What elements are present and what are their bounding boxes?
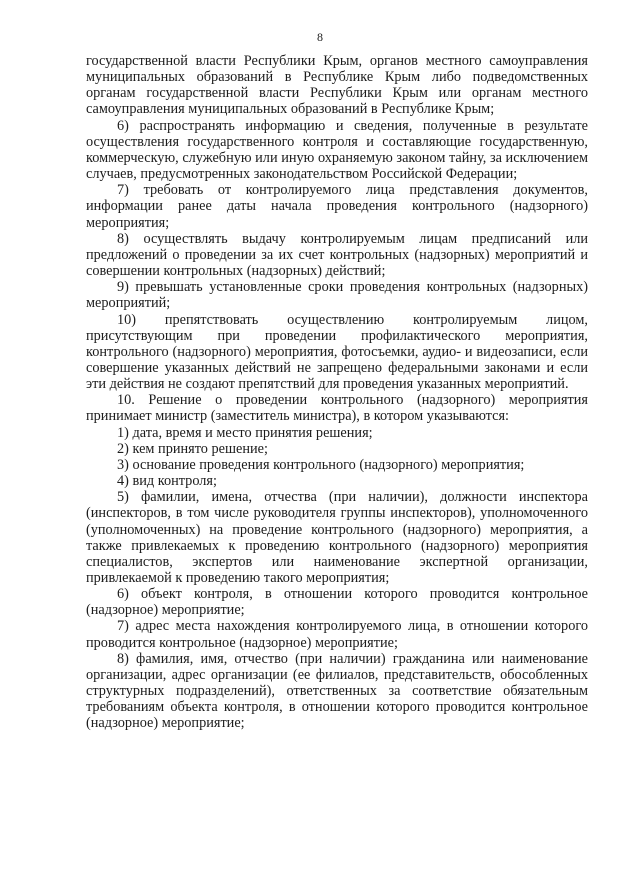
decision-item-2: 2) кем принято решение;: [117, 440, 268, 457]
decision-item-5: 5) фамилии, имена, отчества (при наличии), должности инспектора (инспекторов, в том числе руководителя группы инспекторов), уполномоченного (уполномоченных) на проведение контрольного (надзорного) мероприятия, а также привлекаемых к проведению контрольного (надзорного) мероприятия специалистов, экспертов или наименование экспертной организации, привлекаемой к проведению такого мероприятия;: [86, 489, 588, 586]
list-item-10: 10) препятствовать осуществлению контролируемым лицом, присутствующим при проведении профилактического мероприятия, контрольного (надзорного) мероприятия, фотосъемки, аудио- и видеозаписи, если совершение указанных действий не запрещено федеральными законами и если эти действия не создают препятствий для проведения указанных мероприятий.: [86, 311, 588, 393]
list-item-8: 8) осуществлять выдачу контролируемым лицам предписаний или предложений о проведении за их счет контрольных (надзорных) мероприятий и совершении контрольных (надзорных) действий;: [86, 230, 588, 280]
decision-item-3: 3) основание проведения контрольного (надзорного) мероприятия;: [117, 456, 525, 473]
list-item-6: 6) распространять информацию и сведения, полученные в результате осуществления государственного контроля и составляющие государственную, коммерческую, служебную или иную охраняемую законом тайну, за исключением случаев, предусмотренных законодательством Российской Федерации;: [86, 117, 588, 183]
list-item-7: 7) требовать от контролируемого лица представления документов, информации ранее даты начала проведения контрольного (надзорного) мероприятия;: [86, 182, 588, 231]
decision-item-6: 6) объект контроля, в отношении которого проводится контрольное (надзорное) мероприятие;: [86, 586, 588, 619]
paragraph-continuation: государственной власти Республики Крым, органов местного самоуправления муниципальных образований в Республике Крым либо подведомственных органам государственной власти Республики Крым или органам местного самоуправления муниципальных образований в Республике Крым;: [86, 53, 588, 118]
decision-item-7: 7) адрес места нахождения контролируемого лица, в отношении которого проводится контрольное (надзорное) мероприятие;: [86, 618, 588, 651]
decision-item-1: 1) дата, время и место принятия решения;: [117, 424, 373, 441]
decision-item-4: 4) вид контроля;: [117, 473, 217, 490]
document-body: [86, 53, 588, 732]
list-item-9: 9) превышать установленные сроки проведения контрольных (надзорных) мероприятий;: [86, 279, 588, 312]
decision-item-8: 8) фамилия, имя, отчество (при наличии) гражданина или наименование организации, адрес организации (ее филиалов, представительств, обособленных структурных подразделений), ответственных за соответствие обязательным требованиям объекта контроля, в отношении которого проводится контрольное (надзорное) мероприятие;: [86, 650, 588, 732]
page-number: 8: [317, 30, 323, 44]
section-10-heading: 10. Решение о проведении контрольного (надзорного) мероприятия принимает министр (заместитель министра), в котором указываются:: [86, 392, 588, 425]
